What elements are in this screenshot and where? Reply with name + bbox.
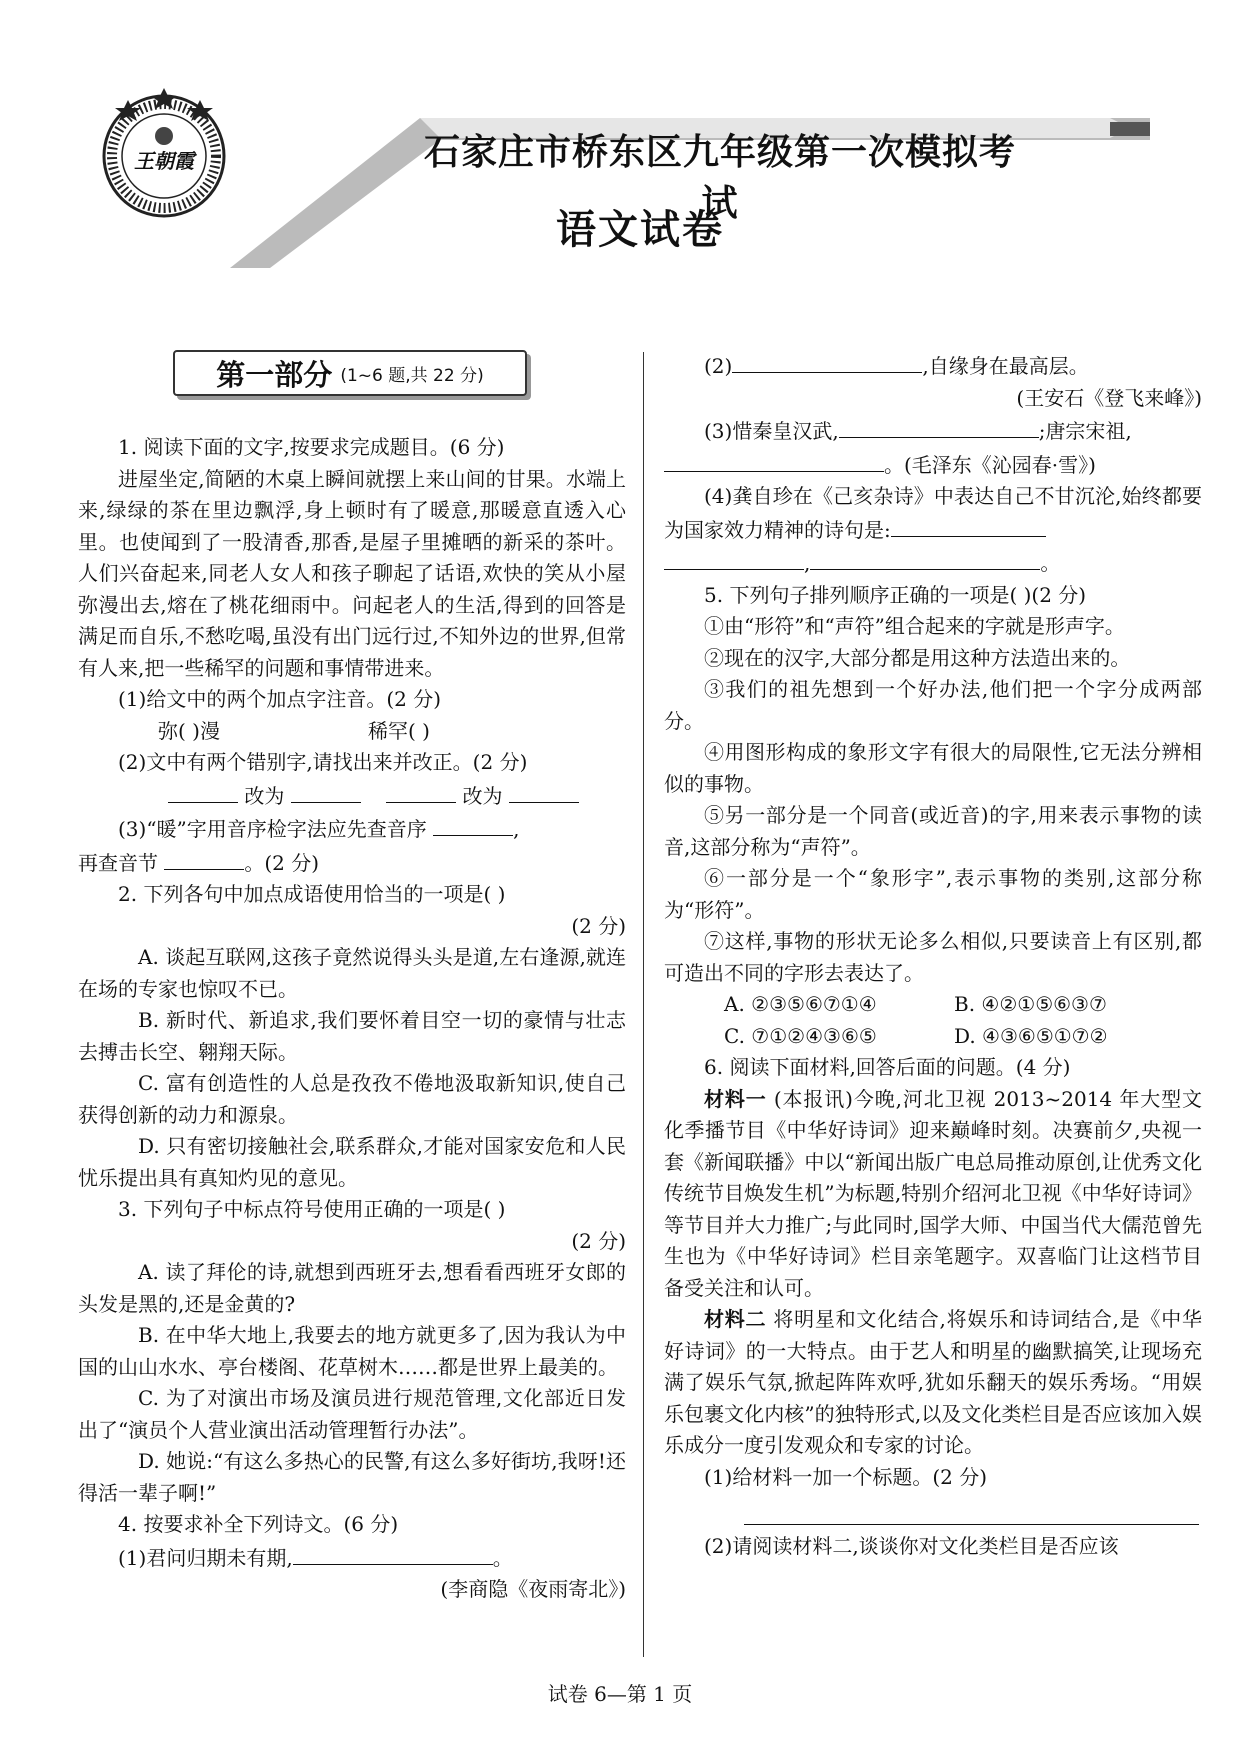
q1-wrong-blank-1[interactable] (168, 779, 238, 803)
q4-sub1-end: 。 (492, 1545, 513, 1570)
q5-sentence-1: ①由“形符”和“声符”组合起来的字就是形声字。 (704, 614, 1125, 638)
q4-sub3-text-a: (3)惜秦皇汉武, (704, 419, 839, 443)
column-divider (643, 352, 644, 1657)
q5-option-d: D. ④③⑥⑤①⑦② (954, 1023, 1108, 1048)
right-column (664, 349, 1202, 1563)
q1-change-label-1: 改为 (244, 783, 285, 808)
q5-options-row-1 (664, 989, 1202, 1021)
q1-change-label-2: 改为 (462, 783, 503, 808)
exam-title: 石家庄市桥东区九年级第一次模拟考试 (423, 132, 1016, 224)
q1-fix-blank-1[interactable] (291, 779, 361, 803)
q4-sub4 (664, 481, 1202, 546)
q4-sub2-text: (2) (704, 354, 733, 378)
q1-pinyin-a: 弥( )漫 (158, 718, 220, 743)
q5-option-b: B. ④②①⑤⑥③⑦ (954, 992, 1107, 1016)
q4-stem: 4. 按要求补全下列诗文。(6 分) (118, 1512, 399, 1536)
left-column (78, 380, 626, 1606)
q4-sub4-blank-2[interactable] (664, 546, 804, 570)
q2-options (78, 942, 626, 1194)
q4-sub4-sep: , (804, 551, 811, 575)
q2-option-b: B. 新时代、新追求,我们要怀着目空一切的豪情与壮志去搏击长空、翱翔天际。 (78, 1008, 626, 1064)
q5-option-c: C. ⑦①②④③⑥⑤ (724, 1023, 877, 1048)
q6-sub1-answer-line[interactable] (744, 1505, 1199, 1525)
q4-sub4-end: 。 (1040, 551, 1061, 575)
q2-stem: 2. 下列各句中加点成语使用恰当的一项是( ) (118, 882, 506, 906)
material-1-label: 材料一 (704, 1086, 767, 1111)
material-1 (664, 1084, 1202, 1305)
material-2-label: 材料二 (704, 1307, 767, 1331)
q4-sub2-source: (王安石《登飞来峰》) (1016, 385, 1202, 410)
page-footer: 试卷 6—第 1 页 (547, 1682, 693, 1706)
q4-sub1 (78, 1541, 626, 1575)
q4-sub2-end: ,自缘身在最高层。 (922, 354, 1089, 378)
q2-score: (2 分) (571, 913, 626, 938)
q1-sub2: (2)文中有两个错别字,请找出来并改正。(2 分) (118, 750, 528, 774)
q3-option-d: D. 她说:“有这么多热心的民警,有这么多好街坊,我呀!还得活一辈子啊!” (78, 1449, 626, 1505)
q5-stem: 5. 下列句子排列顺序正确的一项是( )(2 分) (704, 582, 1087, 607)
q4-sub1-text: (1)君问归期未有期, (118, 1545, 293, 1570)
q4-sub4-text: (4)龚自珍在《己亥杂诗》中表达自己不甘沉沦,始终都要为国家效力精神的诗句是: (664, 484, 1202, 542)
q3-option-c: C. 为了对演出市场及演员进行规范管理,文化部近日发出了“演员个人营业演出活动管理暂行办法”。 (78, 1386, 626, 1442)
q1-sub3-text-c: 。(2 分) (244, 850, 320, 875)
svg-text:王朝霞: 王朝霞 (134, 149, 194, 173)
q4-sub3-text-c: 。(毛泽东《沁园春·雪》) (884, 452, 1096, 477)
q4-sub1-source: (李商隐《夜雨寄北》) (440, 1577, 626, 1601)
q6-sub1: (1)给材料一加一个标题。(2 分) (704, 1464, 988, 1489)
material-1-text: (本报讯)今晚,河北卫视 2013~2014 年大型文化季播节目《中华好诗词》迎来巅峰时刻。决赛前夕,央视一套《新闻联播》中以“新闻出版广电总局推动原创,让优秀文化传统节目焕发生机”为标题,特别介绍河北卫视《中华好诗词》等节目并大力推广;与此同时,国学大师、中国当代大儒范曾先生也为《中华好诗词》栏目亲笔题字。双喜临门让这档节目备受关注和认可。 (664, 1086, 1203, 1300)
q4-sub3 (664, 414, 1202, 448)
q4-sub4-blank-1[interactable] (891, 513, 1046, 537)
q3-stem: 3. 下列句子中标点符号使用正确的一项是( ) (118, 1197, 506, 1221)
q5-sentence-4: ④用图形构成的象形文字有很大的局限性,它无法分辨相似的事物。 (664, 740, 1202, 796)
q1-sub3: (3)“暖”字用音序检字法应先查音序 , (78, 812, 626, 846)
q1-wrong-blank-2[interactable] (386, 779, 456, 803)
q4-sub4-cont (664, 546, 1202, 580)
material-2-text: 将明星和文化结合,将娱乐和诗词结合,是《中华好诗词》的一大特点。由于艺人和明星的幽默搞笑,让现场充满了娱乐气氛,掀起阵阵欢呼,犹如乐翻天的娱乐秀场。“用娱乐包裹文化内核”的独特形式,以及文化类栏目是否应该加入娱乐成分一度引发观众和专家的讨论。 (664, 1307, 1203, 1457)
q3-option-b: B. 在中华大地上,我要去的地方就更多了,因为我认为中国的山山水水、亭台楼阁、花草树木……都是世界上最美的。 (78, 1323, 626, 1379)
q2-option-c: C. 富有创造性的人总是孜孜不倦地汲取新知识,使自己获得创新的动力和源泉。 (78, 1071, 626, 1127)
q3-score: (2 分) (571, 1228, 626, 1253)
exam-subtitle: 语文试卷 (556, 207, 724, 253)
q1-pinyin-b: 稀罕( ) (368, 718, 430, 743)
page-header (0, 0, 1240, 300)
q4-sub3-cont (664, 448, 1202, 482)
q1-sub3-blank-2[interactable] (164, 846, 244, 870)
material-2 (664, 1304, 1202, 1462)
q6-stem: 6. 阅读下面材料,回答后面的问题。(4 分) (704, 1055, 1071, 1079)
q1-sub3-cont (78, 846, 626, 880)
q4-sub3-blank-2[interactable] (664, 448, 884, 472)
q4-sub4-blank-3[interactable] (810, 546, 1040, 570)
q5-sentence-3: ③我们的祖先想到一个好办法,他们把一个字分成两部分。 (664, 677, 1202, 733)
q4-sub1-blank[interactable] (293, 1541, 493, 1565)
q5-sentence-7: ⑦这样,事物的形状无论多么相似,只要读音上有区别,都可造出不同的字形去表达了。 (664, 929, 1202, 985)
q5-option-a: A. ②③⑤⑥⑦①④ (724, 992, 877, 1016)
section-note: (1~6 题,共 22 分) (340, 365, 484, 386)
q5-sentence-2: ②现在的汉字,大部分都是用这种方法造出来的。 (704, 645, 1131, 670)
q4-sub2-blank[interactable] (732, 349, 922, 373)
section-title: 第一部分 (216, 357, 333, 392)
q4-sub3-blank-1[interactable] (839, 414, 1039, 438)
q1-correction-row (78, 779, 626, 813)
q4-sub3-text-b: ;唐宗宋祖, (1038, 419, 1132, 443)
q5-options-row-2 (664, 1021, 1202, 1053)
q2-option-a: A. 谈起互联网,这孩子竟然说得头头是道,左右逢源,就连在场的专家也惊叹不已。 (78, 945, 626, 1001)
q1-sub3-text-b: 再查音节 (78, 850, 158, 875)
q5-sentence-5: ⑤另一部分是一个同音(或近音)的字,用来表示事物的读音,这部分称为“声符”。 (664, 803, 1202, 859)
q5-sentence-6: ⑥一部分是一个“象形字”,表示事物的类别,这部分称为“形符”。 (664, 866, 1202, 922)
q6-sub2: (2)请阅读材料二,谈谈你对文化类栏目是否应该 (704, 1534, 1119, 1558)
q2-option-d: D. 只有密切接触社会,联系群众,才能对国家安危和人民忧乐提出具有真知灼见的意见。 (78, 1134, 626, 1190)
q1-sub3-text-a: (3)“暖”字用音序检字法应先查音序 (118, 817, 427, 841)
q1-stem: 1. 阅读下面的文字,按要求完成题目。(6 分) (118, 435, 505, 459)
q1-sub1: (1)给文中的两个加点字注音。(2 分) (118, 687, 442, 711)
q1-passage: 进屋坐定,简陋的木桌上瞬间就摆上来山间的甘果。水端上来,绿绿的茶在里边飘浮,身上顿时有了暖意,那暖意直透入心里。也使闻到了一股清香,那香,是屋子里摊晒的新采的茶叶。人们兴奋起来,同老人女人和孩子聊起了话语,欢快的笑从小屋弥漫出去,熔在了桃花细雨中。问起老人的生活,得到的回答是满足而自乐,不愁吃喝,虽没有出门远行过,不知外边的世界,但常有人来,把一些稀罕的问题和事情带进来。 (78, 466, 626, 680)
q1-fix-blank-2[interactable] (509, 779, 579, 803)
q3-option-a: A. 读了拜伦的诗,就想到西班牙去,想看看西班牙女郎的头发是黑的,还是金黄的? (78, 1260, 626, 1316)
q4-sub2 (664, 349, 1202, 383)
q1-sub3-blank-1[interactable] (433, 812, 513, 836)
